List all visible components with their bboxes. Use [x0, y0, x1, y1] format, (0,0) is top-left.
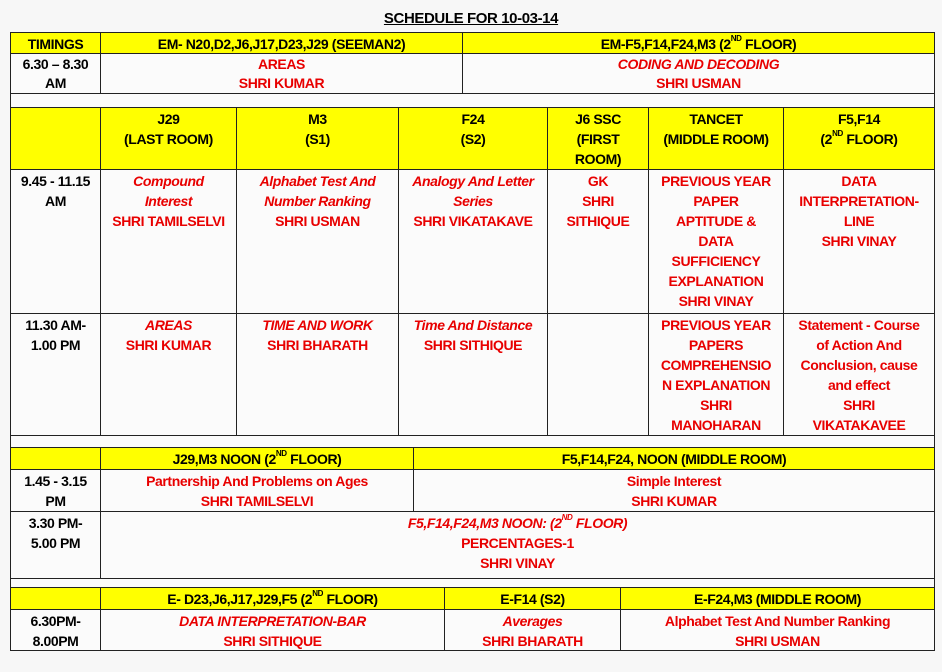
header-text: FLOOR) [842, 131, 898, 147]
topic: EXPLANATION [668, 273, 764, 289]
session-cell [648, 169, 784, 314]
session-cell [444, 609, 621, 651]
topic: LINE [843, 213, 875, 229]
topic-text: FLOOR) [572, 515, 628, 531]
topic: APTITUDE & [675, 213, 756, 229]
group-header-em-seeman2: EM- N20,D2,J6,J17,D23,J29 (SEEMAN2) [100, 32, 463, 54]
group-header-evening-s2: E-F14 (S2) [444, 587, 621, 610]
teacher: SHRI KUMAR [125, 337, 212, 353]
room-header-j6-ssc [547, 107, 649, 170]
room-header-m3 [236, 107, 399, 170]
teacher: SHRI SITHIQUE [423, 337, 523, 353]
topic: DATA INTERPRETATION-BAR [179, 613, 366, 629]
topic: PERCENTAGES-1 [461, 535, 574, 551]
header-text: FLOOR) [741, 36, 797, 52]
time-line: 11.30 AM- [25, 317, 86, 333]
topic: Averages [502, 613, 563, 629]
room-header-j29 [100, 107, 237, 170]
topic: DATA [698, 233, 734, 249]
topic: Series [453, 193, 493, 209]
time-line: 1.00 PM [30, 337, 81, 353]
teacher: SHRI KUMAR [631, 493, 717, 509]
session-cell [620, 609, 935, 651]
header-line: J6 SSC [575, 111, 621, 127]
session-cell [100, 169, 237, 314]
teacher: SHRI VIKATAKAVE [413, 213, 533, 229]
page-title: SCHEDULE FOR 10-03-14 [383, 10, 559, 27]
session-cell [100, 609, 445, 651]
time-line: 5.00 PM [30, 535, 81, 551]
topic: PREVIOUS YEAR [661, 173, 771, 189]
header-empty [10, 587, 101, 610]
timings-header: TIMINGS [10, 32, 101, 54]
header-line: F24 [461, 111, 485, 127]
topic: Simple Interest [626, 473, 722, 489]
session-cell [236, 169, 399, 314]
header-line: ROOM) [574, 151, 622, 167]
group-header-evening-middle-room: E-F24,M3 (MIDDLE ROOM) [620, 587, 935, 610]
header-line: M3 [308, 111, 327, 127]
group-header-evening-2nd-floor [100, 587, 445, 610]
topic: DATA [841, 173, 877, 189]
header-sup: ND [312, 589, 323, 598]
topic: Alphabet Test And [259, 173, 376, 189]
topic: Time And Distance [413, 317, 533, 333]
session-cell [547, 169, 649, 314]
room-header-f5-f14 [783, 107, 935, 170]
session-cell [100, 469, 414, 512]
topic: SUFFICIENCY [671, 253, 761, 269]
teacher: VIKATAKAVEE [812, 417, 906, 433]
teacher: SHRI TAMILSELVI [200, 493, 314, 509]
topic: AREAS [257, 56, 305, 72]
header-line: (MIDDLE ROOM) [663, 131, 769, 147]
teacher: SHRI USMAN [275, 213, 360, 229]
session-cell [398, 169, 548, 314]
topic: Partnership And Problems on Ages [146, 473, 368, 489]
teacher: SHRI USMAN [656, 75, 741, 91]
teacher: SHRI [582, 193, 614, 209]
time-line: 3.30 PM- [28, 515, 83, 531]
teacher: SHRI USMAN [735, 633, 820, 649]
time-cell [10, 169, 101, 314]
topic: CODING AND DECODING [617, 56, 780, 72]
spacer-row [10, 93, 935, 108]
session-cell [100, 313, 237, 436]
session-cell [462, 53, 935, 94]
time-line: AM [45, 75, 66, 91]
time-cell-morning [10, 53, 101, 94]
header-line: TANCET [689, 111, 743, 127]
teacher: SHRI BHARATH [267, 337, 368, 353]
session-cell [783, 313, 935, 436]
session-cell [413, 469, 935, 512]
time-line: PM [45, 493, 66, 509]
topic-sup: ND [561, 513, 573, 522]
topic: N EXPLANATION [661, 377, 771, 393]
header-line: (FIRST [576, 131, 620, 147]
teacher: SHRI [700, 397, 732, 413]
topic: Compound [133, 173, 204, 189]
topic: TIME AND WORK [262, 317, 373, 333]
topic: Alphabet Test And Number Ranking [664, 613, 891, 629]
topic: PREVIOUS YEAR [661, 317, 771, 333]
header-sup: ND [730, 34, 742, 43]
topic: and effect [827, 377, 891, 393]
header-text: E- D23,J6,J17,J29,F5 (2 [167, 591, 313, 607]
topic: Number Ranking [264, 193, 371, 209]
topic: Interest [144, 193, 193, 209]
header-text: FLOOR) [322, 591, 378, 607]
time-line: 6.30 – 8.30 [22, 56, 89, 72]
time-line: 6.30PM- [30, 613, 81, 629]
teacher: SHRI TAMILSELVI [112, 213, 225, 229]
header-sup: ND [832, 129, 843, 138]
topic: Statement - Course [798, 317, 920, 333]
room-header-tancet [648, 107, 784, 170]
time-cell [10, 511, 101, 579]
teacher: SITHIQUE [566, 213, 630, 229]
session-cell [398, 313, 548, 436]
topic: GK [587, 173, 609, 189]
session-cell-empty [547, 313, 649, 436]
group-header-noon-middle-room: F5,F14,F24, NOON (MIDDLE ROOM) [413, 447, 935, 470]
teacher: SHRI VINAY [821, 233, 897, 249]
header-text: EM-F5,F14,F24,M3 (2 [600, 36, 731, 52]
topic: COMPREHENSIO [660, 357, 772, 373]
group-header-noon-2nd-floor [100, 447, 414, 470]
session-cell [648, 313, 784, 436]
session-cell [236, 313, 399, 436]
time-line: AM [45, 193, 66, 209]
header-sup: ND [275, 449, 287, 458]
header-line: (LAST ROOM) [124, 131, 213, 147]
header-empty [10, 107, 101, 170]
header-empty [10, 447, 101, 470]
header-line [784, 129, 934, 149]
header-line: F5,F14 [838, 111, 880, 127]
session-cell [783, 169, 935, 314]
header-text: J29,M3 NOON (2 [172, 451, 276, 467]
teacher: SHRI VINAY [480, 555, 555, 571]
header-line: J29 [157, 111, 180, 127]
topic: Conclusion, cause [800, 357, 918, 373]
topic: PAPER [693, 193, 739, 209]
session-cell [100, 511, 935, 579]
time-cell [10, 469, 101, 512]
time-line: 9.45 - 11.15 [20, 173, 91, 189]
header-text: (2 [820, 131, 833, 147]
topic: PAPERS [688, 337, 744, 353]
teacher: SHRI KUMAR [238, 75, 325, 91]
topic: INTERPRETATION- [799, 193, 919, 209]
time-cell [10, 313, 101, 436]
time-line: 8.00PM [32, 633, 79, 649]
room-header-f24 [398, 107, 548, 170]
topic: of Action And [816, 337, 902, 353]
group-header-em-2nd-floor [462, 32, 935, 54]
topic: Analogy And Letter [412, 173, 534, 189]
time-line: 1.45 - 3.15 [24, 473, 87, 489]
topic [101, 513, 934, 533]
teacher: SHRI [843, 397, 875, 413]
time-cell [10, 609, 101, 651]
teacher: SHRI VINAY [678, 293, 754, 309]
session-cell [100, 53, 463, 94]
teacher: SHRI BHARATH [482, 633, 583, 649]
header-text: FLOOR) [286, 451, 342, 467]
topic: AREAS [144, 317, 192, 333]
teacher: SHRI SITHIQUE [223, 633, 322, 649]
header-line: (S1) [305, 131, 330, 147]
teacher: MANOHARAN [671, 417, 761, 433]
topic-text: F5,F14,F24,M3 NOON: (2 [407, 515, 562, 531]
header-line: (S2) [460, 131, 486, 147]
